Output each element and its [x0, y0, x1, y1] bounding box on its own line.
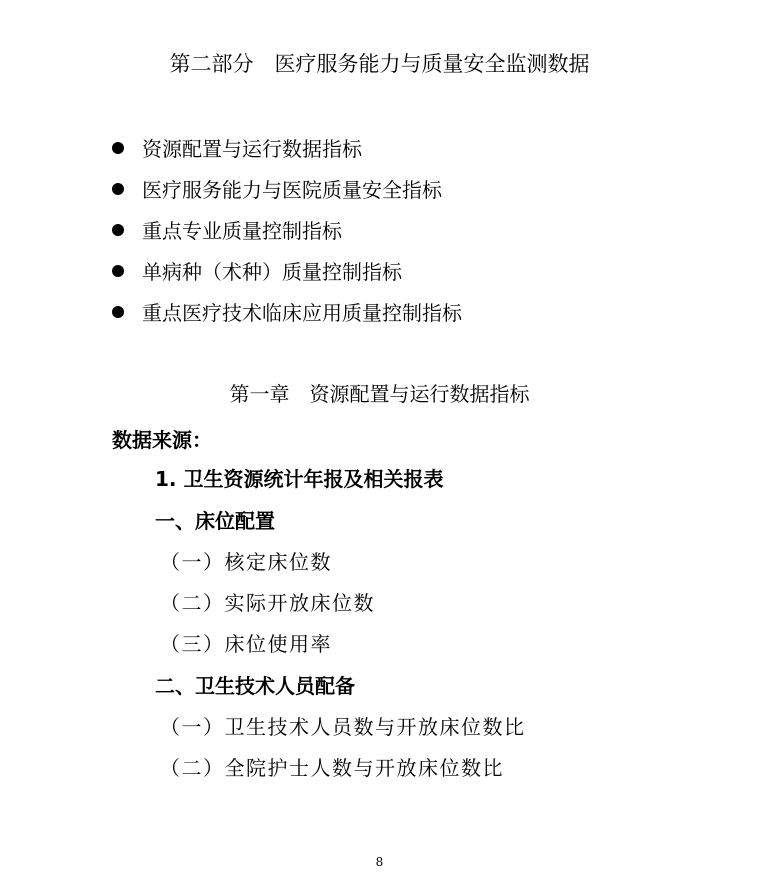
bullet-text: 医疗服务能力与医院质量安全指标: [142, 178, 442, 202]
bullet-dot-icon: [112, 183, 124, 195]
page-title: 第二部分 医疗服务能力与质量安全监测数据: [169, 52, 590, 76]
list-item: （三）床位使用率: [160, 632, 332, 656]
bullet-dot-icon: [112, 265, 124, 277]
bullet-dot-icon: [112, 306, 124, 318]
list-item: （一）核定床位数: [160, 550, 332, 574]
list-item: （二）全院护士人数与开放床位数比: [160, 756, 504, 780]
page-number: 8: [375, 855, 384, 869]
bullet-item: [112, 297, 462, 326]
source-label: 数据来源：: [112, 428, 212, 452]
bullet-item: [112, 215, 342, 244]
bullet-dot-icon: [112, 142, 124, 154]
bullet-item: [112, 256, 402, 285]
bullet-text: 资源配置与运行数据指标: [142, 137, 362, 161]
section-heading: 一、床位配置: [155, 509, 275, 533]
bullet-item: [112, 133, 362, 162]
bullet-text: 单病种（术种）质量控制指标: [142, 260, 402, 284]
bullet-item: [112, 174, 442, 203]
bullet-text: 重点专业质量控制指标: [142, 219, 342, 243]
section-heading: 二、卫生技术人员配备: [155, 674, 355, 698]
chapter-heading: 第一章 资源配置与运行数据指标: [229, 382, 530, 406]
bullet-dot-icon: [112, 224, 124, 236]
list-item: （二）实际开放床位数: [160, 591, 375, 615]
list-item: （一）卫生技术人员数与开放床位数比: [160, 715, 526, 739]
source-item: 1. 卫生资源统计年报及相关报表: [155, 467, 444, 491]
bullet-text: 重点医疗技术临床应用质量控制指标: [142, 301, 462, 325]
